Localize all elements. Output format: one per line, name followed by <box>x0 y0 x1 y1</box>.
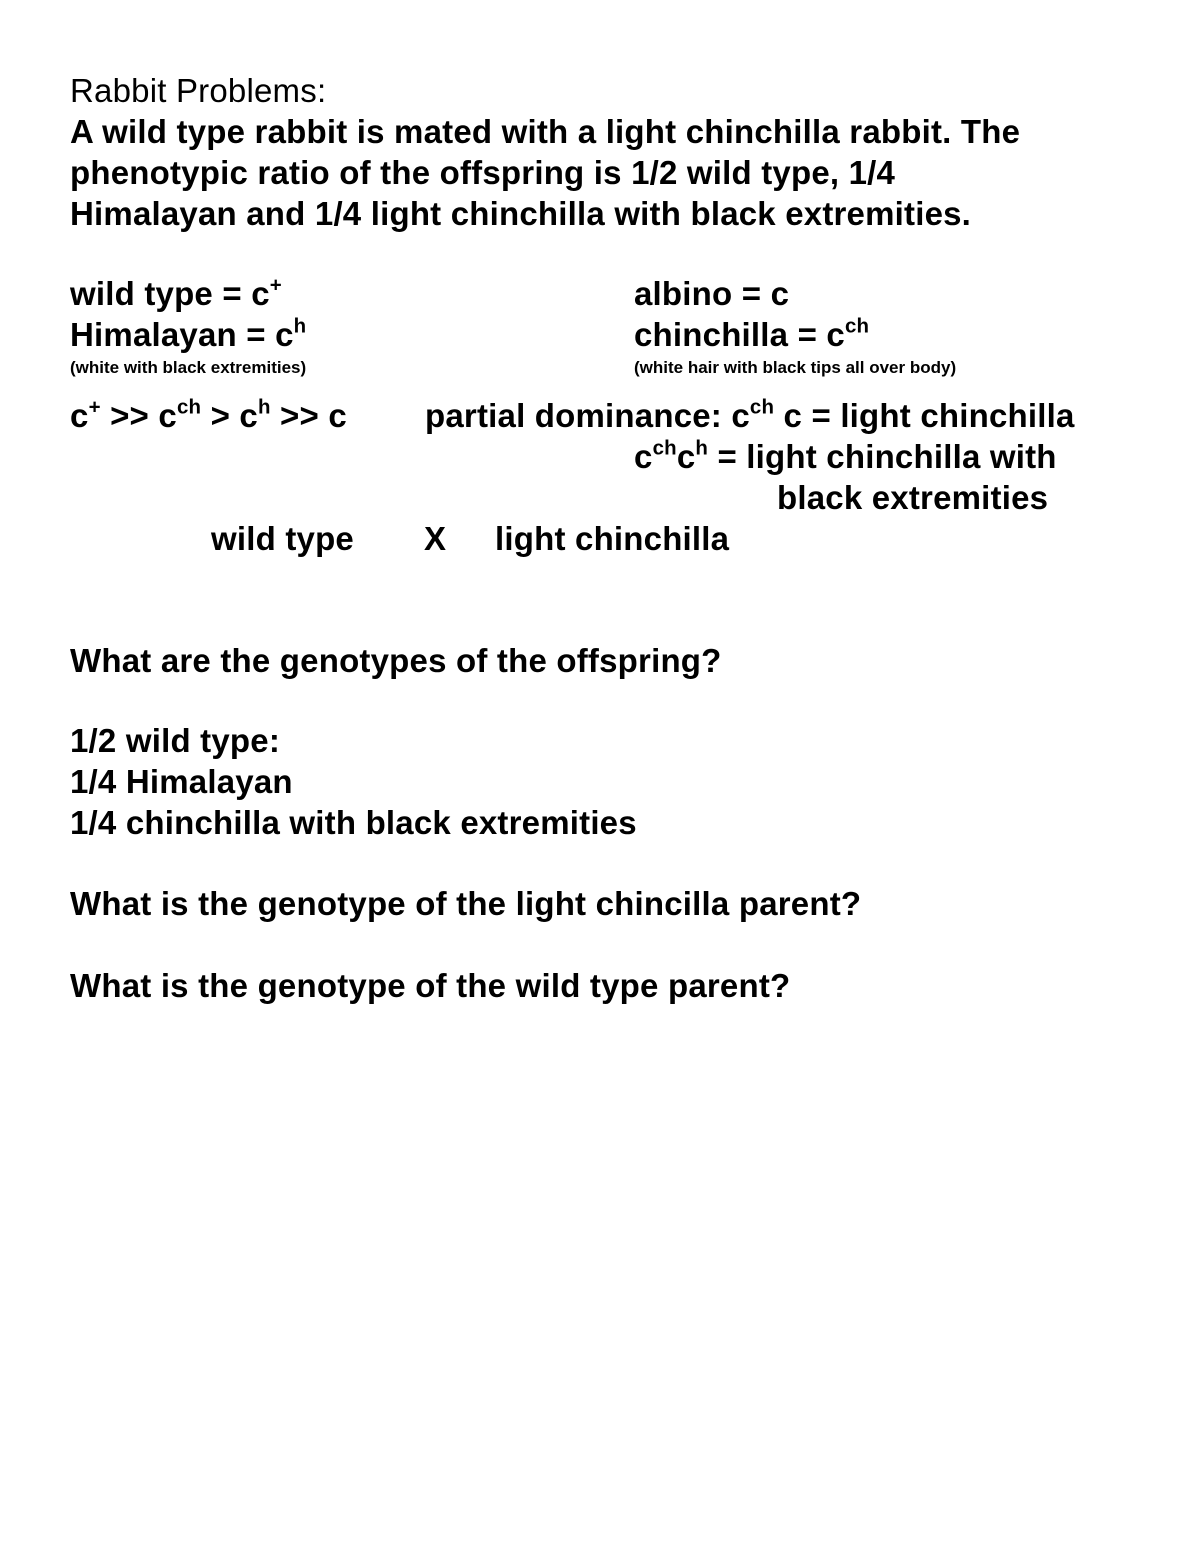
intro-line-2: phenotypic ratio of the offspring is 1/2 wild type, 1/4 <box>70 154 896 191</box>
allele-wild-type: wild type = c+ <box>70 273 282 312</box>
intro-line-1: A wild type rabbit is mated with a light chinchilla rabbit. The <box>70 113 1021 150</box>
offspring-item: 1/4 chinchilla with black extremities <box>70 804 637 841</box>
cross-left: wild type <box>211 520 354 557</box>
offspring-item: 1/2 wild type: <box>70 722 281 759</box>
page-title: Rabbit Problems: <box>70 72 327 109</box>
question-offspring-genotypes: What are the genotypes of the offspring? <box>70 642 722 679</box>
himalayan-note: (white with black extremities) <box>70 358 307 377</box>
allele-albino: albino = c <box>634 275 790 312</box>
partial-dominance-line-1: partial dominance: $c^{ch}$ c = light chinchilla <box>425 395 1075 434</box>
question-chinchilla-parent: What is the genotype of the light chincilla parent? <box>70 885 862 922</box>
question-wild-type-parent: What is the genotype of the wild type parent? <box>70 967 791 1004</box>
partial-dominance-line-3: black extremities <box>777 479 1049 516</box>
chinchilla-note: (white hair with black tips all over body) <box>634 358 957 377</box>
allele-chinchilla: chinchilla = $c^{ch}$ <box>634 314 870 353</box>
dominance-series: $c^+ >> c^{ch} > c^h >> c$ <box>70 395 347 434</box>
cross-right: light chinchilla <box>495 520 730 557</box>
cross-x: X <box>424 520 447 557</box>
partial-dominance-line-2: $c^{ch}c^h$ = light chinchilla with <box>634 436 1057 475</box>
intro-line-3: Himalayan and 1/4 light chinchilla with black extremities. <box>70 195 972 232</box>
allele-himalayan: Himalayan = $c^h$ <box>70 314 307 353</box>
offspring-item: 1/4 Himalayan <box>70 763 293 800</box>
